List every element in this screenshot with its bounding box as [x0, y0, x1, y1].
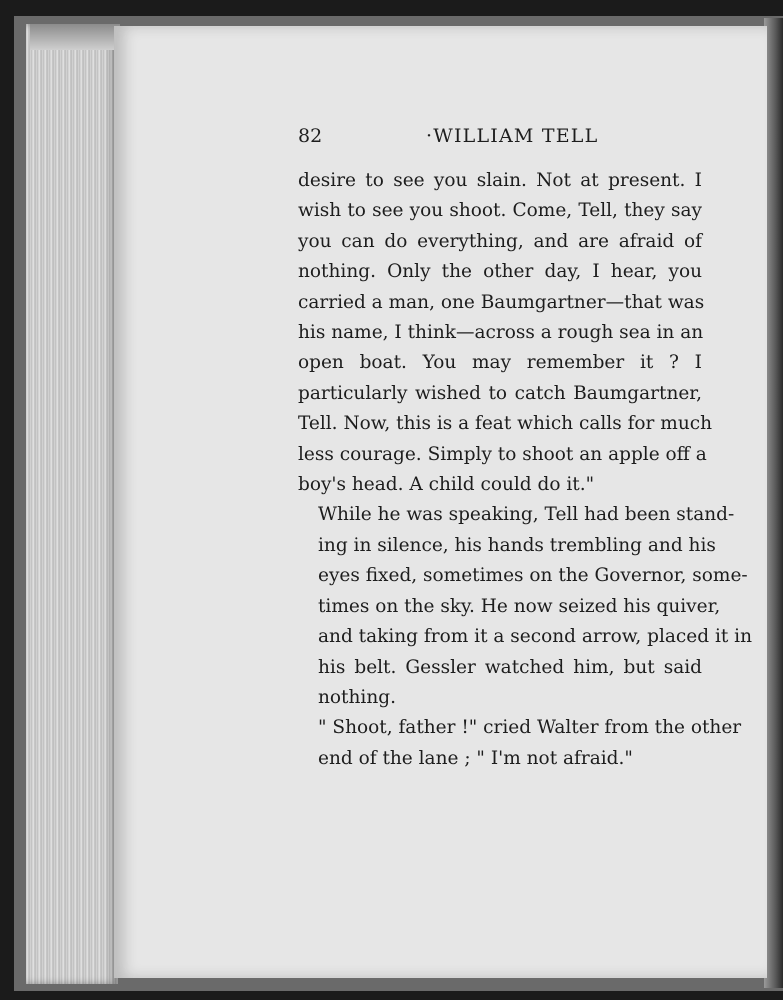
text-line: nothing. Only the other day, I hear, you	[298, 261, 702, 283]
paragraph	[298, 166, 713, 500]
text-line: his belt. Gessler watched him, but said	[318, 656, 702, 678]
text-line: desire to see you slain. Not at present. I	[298, 170, 702, 191]
text-line: eyes fixed, sometimes on the Governor, some-	[318, 565, 748, 587]
text-line: ing in silence, his hands trembling and his	[318, 534, 716, 556]
page-edges-top	[30, 24, 120, 50]
running-head	[298, 125, 708, 155]
body-text	[298, 166, 753, 774]
text-line: times on the sky. He now seized his quiver,	[318, 595, 721, 617]
text-line: wish to see you shoot. Come, Tell, they say	[298, 200, 702, 222]
paragraph	[298, 500, 753, 713]
text-line: " Shoot, father !" cried Walter from the other	[318, 717, 742, 739]
page-number: 82	[298, 125, 323, 147]
text-line: end of the lane ; " I'm not afraid."	[318, 747, 633, 769]
text-line: boy's head. A child could do it."	[298, 474, 595, 496]
text-line: carried a man, one Baumgartner—that was	[298, 291, 705, 313]
paragraph	[298, 713, 742, 774]
page-edges	[26, 24, 118, 984]
text-line: nothing.	[318, 686, 396, 708]
text-line: you can do everything, and are afraid of	[298, 230, 702, 252]
text-line: particularly wished to catch Baumgartner,	[298, 382, 702, 404]
text-line: less courage. Simply to shoot an apple off a	[298, 443, 707, 465]
text-line: and taking from it a second arrow, placed it in	[318, 626, 753, 648]
running-title: ·WILLIAM TELL	[426, 125, 599, 147]
text-line: Tell. Now, this is a feat which calls for much	[298, 413, 713, 435]
text-line: his name, I think—across a rough sea in an	[298, 322, 704, 344]
text-line: While he was speaking, Tell had been stand-	[318, 504, 735, 526]
text-line: open boat. You may remember it ? I	[298, 352, 702, 374]
